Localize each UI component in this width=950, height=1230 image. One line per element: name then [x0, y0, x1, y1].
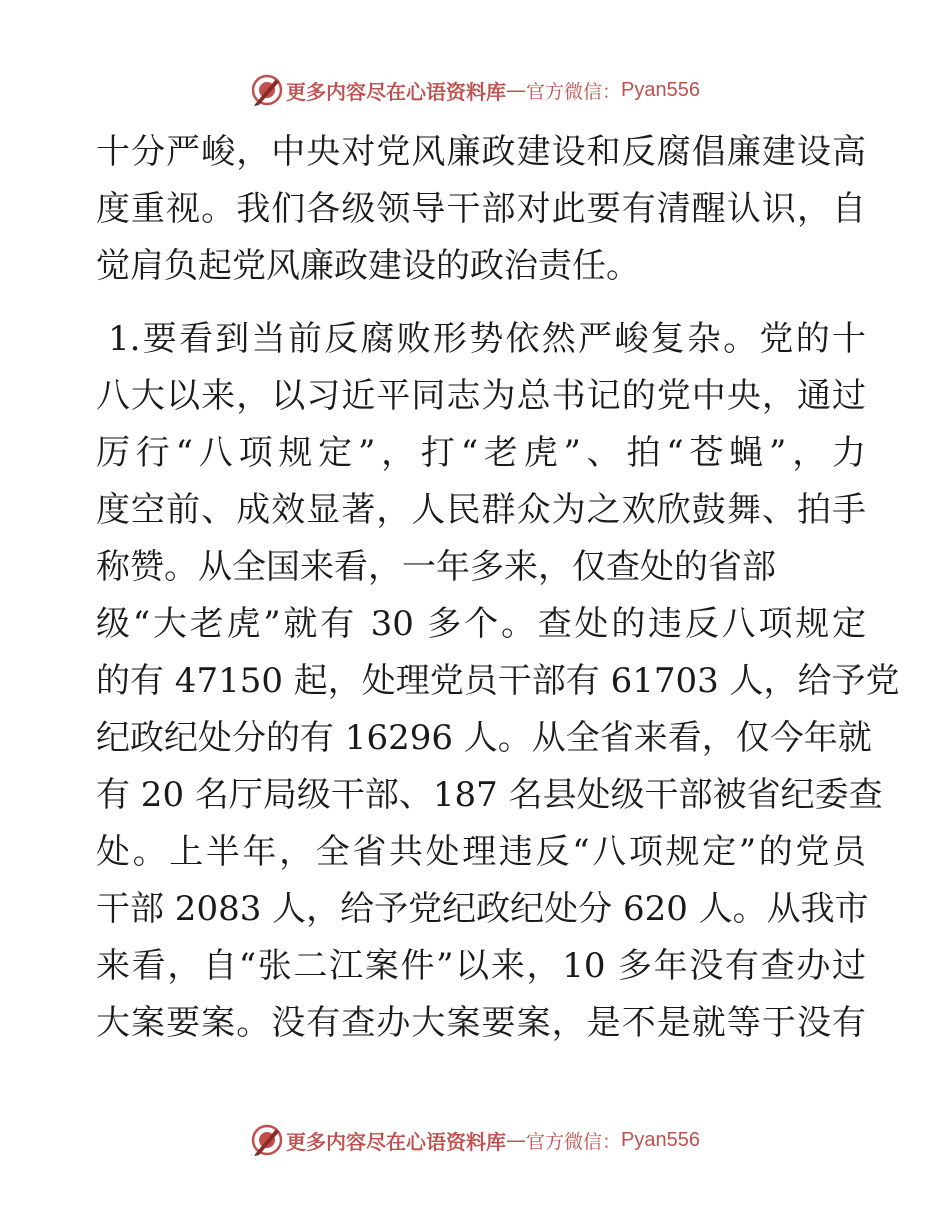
document-body — [96, 124, 900, 1052]
text-line: 大案要案。没有查办大案要案，是不是就等于没有 — [96, 1003, 866, 1043]
text-line: 级“大老虎”就有 30 多个。查处的违反八项规定 — [96, 604, 866, 644]
text-line: 有 20 名厅局级干部、187 名县处级干部被省纪委查 — [96, 775, 883, 815]
pen-seal-logo-icon — [250, 73, 284, 107]
watermark-wechat-id: Pyan556 — [621, 1128, 700, 1151]
text-line: 觉肩负起党风廉政建设的政治责任。 — [96, 246, 640, 286]
text-line: 处。上半年，全省共处理违反“八项规定”的党员 — [96, 832, 866, 872]
text-line: 纪政纪处分的有 16296 人。从全省来看，仅今年就 — [96, 718, 872, 758]
text-line: 度重视。我们各级领导干部对此要有清醒认识，自 — [96, 189, 866, 229]
text-line: 来看，自“张二江案件”以来，10 多年没有查办过 — [96, 946, 866, 986]
watermark-site-text: 更多内容尽在心语资料库 — [286, 1129, 506, 1154]
text-line: 八大以来，以习近平同志为总书记的党中央，通过 — [96, 376, 866, 416]
text-line: 的有 47150 起，处理党员干部有 61703 人，给予党 — [96, 661, 900, 701]
pen-seal-logo-icon — [250, 1123, 284, 1157]
watermark-site-text: 更多内容尽在心语资料库 — [286, 79, 506, 104]
watermark-separator: — — [506, 1128, 526, 1152]
text-line: 1.要看到当前反腐败形势依然严峻复杂。党的十 — [108, 319, 866, 359]
paragraph-gap — [96, 295, 866, 311]
paragraph-1 — [96, 124, 866, 295]
text-line: 度空前、成效显著，人民群众为之欢欣鼓舞、拍手 — [96, 490, 866, 530]
watermark-wechat-id: Pyan556 — [621, 78, 700, 101]
watermark-official-label: 官方微信： — [526, 1130, 622, 1153]
header-watermark — [0, 70, 950, 110]
text-line: 十分严峻，中央对党风廉政建设和反腐倡廉建设高 — [96, 132, 866, 172]
watermark-official-label: 官方微信： — [526, 80, 622, 103]
paragraph-2 — [96, 311, 900, 1052]
text-line: 干部 2083 人，给予党纪政纪处分 620 人。从我市 — [96, 889, 869, 929]
footer-watermark — [0, 1120, 950, 1160]
text-line: 厉行“八项规定”，打“老虎”、拍“苍蝇”，力 — [96, 433, 866, 473]
text-line: 称赞。从全国来看，一年多来，仅查处的省部 — [96, 547, 776, 587]
watermark-separator: — — [506, 78, 526, 102]
